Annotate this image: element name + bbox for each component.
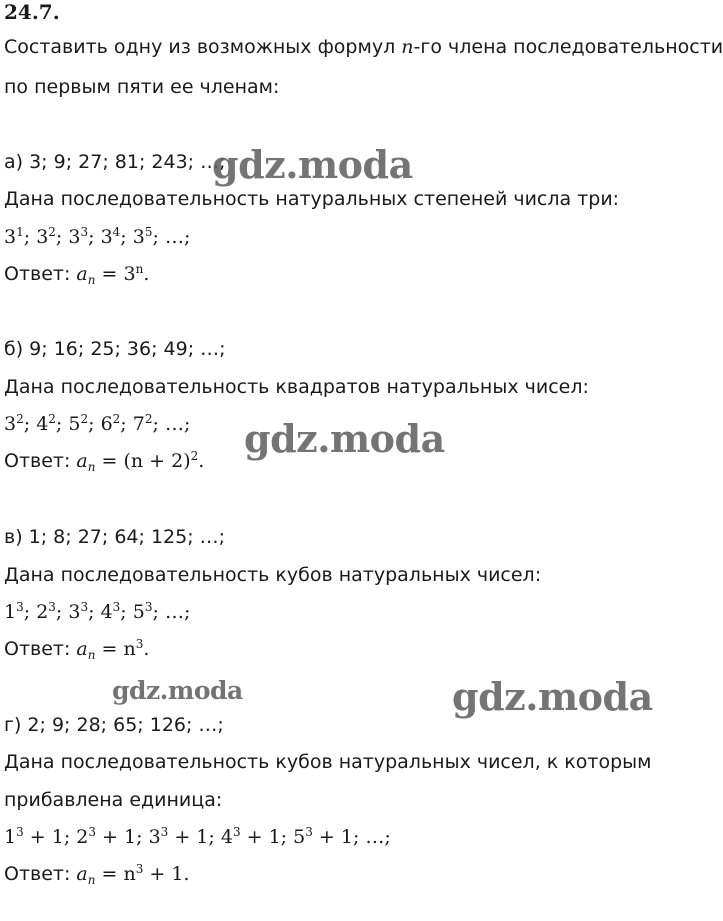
power-base: 1 (4, 601, 17, 623)
power-exponent: 2 (80, 411, 89, 426)
separator: ; (120, 226, 133, 248)
separator: ; (152, 226, 165, 248)
part-a-description: Дана последовательность натуральных степеней числа три: (4, 188, 620, 210)
power-base: 5 (68, 413, 81, 435)
part-d-answer (4, 861, 190, 888)
power-base: 3 (132, 226, 145, 248)
power-base: 3 (100, 226, 113, 248)
task-prompt-line-2: по первым пяти ее членам: (4, 76, 280, 98)
separator: ; (88, 226, 101, 248)
power-base: 3 (4, 413, 17, 435)
answer-tail: . (143, 263, 150, 285)
part-b-powers (4, 411, 191, 435)
power-base: 4 (36, 413, 49, 435)
part-b-description: Дана последовательность квадратов натуральных чисел: (4, 376, 589, 398)
power-exponent: 1 (16, 224, 24, 239)
power-exponent: 3 (16, 599, 24, 614)
power-exponent: 3 (112, 599, 121, 614)
prompt-text-tail: -го члена последовательности (413, 36, 723, 58)
power-exponent: 3 (16, 824, 24, 839)
power-base: 3 (4, 226, 17, 248)
answer-subscript: n (87, 460, 96, 475)
power-base: 5 (132, 601, 145, 623)
power-base: 3 (36, 226, 49, 248)
power-tail: + 1 (168, 826, 209, 848)
separator: ; (88, 413, 101, 435)
answer-label: Ответ: (4, 638, 77, 660)
part-b-sequence: б) 9; 16; 25; 36; 49; …; (4, 338, 226, 360)
part-c-powers (4, 599, 191, 623)
power-base: 3 (68, 226, 81, 248)
power-exponent: 3 (80, 224, 89, 239)
prompt-text: Составить одну из возможных формул (4, 36, 402, 58)
answer-superscript: 3 (135, 636, 144, 651)
power-exponent: 2 (48, 411, 56, 426)
power-base: 6 (100, 413, 113, 435)
task-prompt-line-1 (4, 38, 723, 57)
separator: ; (280, 826, 294, 848)
separator: ; (152, 601, 165, 623)
power-base: 3 (68, 601, 81, 623)
power-exponent: 3 (232, 824, 241, 839)
separator: ; (88, 601, 101, 623)
ellipsis: …; (164, 601, 191, 623)
watermark-4: gdz.moda (452, 674, 653, 719)
power-tail: + 1 (240, 826, 281, 848)
answer-variable: a (76, 638, 88, 660)
answer-subscript: n (87, 273, 96, 288)
part-d-description-line-2: прибавлена единица: (4, 789, 223, 811)
ellipsis: …; (164, 226, 191, 248)
power-base: 2 (36, 601, 49, 623)
power-tail: + 1 (23, 826, 64, 848)
part-a-sequence: а) 3; 9; 27; 81; 243; …; (4, 151, 226, 173)
separator: ; (55, 226, 69, 248)
power-exponent: 3 (144, 599, 153, 614)
separator: ; (55, 413, 69, 435)
power-exponent: 2 (112, 411, 121, 426)
power-exponent: 4 (112, 224, 121, 239)
answer-subscript: n (87, 873, 96, 888)
power-base: 1 (4, 826, 17, 848)
answer-tail: . (198, 450, 205, 472)
power-exponent: 2 (16, 411, 24, 426)
separator: ; (23, 413, 37, 435)
part-c-answer (4, 636, 150, 663)
ellipsis: …; (365, 826, 391, 848)
power-exponent: 3 (88, 824, 97, 839)
part-c-sequence: в) 1; 8; 27; 64; 125; …; (4, 526, 226, 548)
answer-label: Ответ: (4, 450, 77, 472)
separator: ; (120, 601, 133, 623)
part-d-sequence: г) 2; 9; 28; 65; 126; …; (4, 714, 224, 736)
part-c-description: Дана последовательность кубов натуральных чисел: (4, 564, 542, 586)
power-base: 2 (76, 826, 89, 848)
power-tail: + 1 (312, 826, 353, 848)
separator: ; (152, 413, 165, 435)
answer-expression: = (n + 2) (95, 450, 191, 472)
power-exponent: 3 (48, 599, 56, 614)
power-exponent: 2 (48, 224, 56, 239)
power-base: 4 (100, 601, 113, 623)
watermark-1: gdz.moda (212, 142, 413, 187)
watermark-2: gdz.moda (244, 416, 445, 461)
ellipsis: …; (164, 413, 191, 435)
power-exponent: 2 (144, 411, 153, 426)
part-b-answer (4, 448, 205, 475)
power-tail: + 1 (96, 826, 137, 848)
power-base: 5 (293, 826, 306, 848)
power-base: 3 (148, 826, 161, 848)
separator: ; (23, 601, 37, 623)
prompt-variable: n (401, 36, 414, 58)
answer-expression: = 3 (95, 263, 136, 285)
separator: ; (352, 826, 366, 848)
power-base: 7 (132, 413, 145, 435)
separator: ; (208, 826, 221, 848)
power-exponent: 3 (160, 824, 169, 839)
answer-superscript: 3 (135, 861, 144, 876)
answer-label: Ответ: (4, 863, 77, 885)
answer-expression: = n (95, 638, 136, 660)
watermark-3: gdz.moda (112, 676, 243, 705)
part-d-powers (4, 824, 391, 848)
answer-variable: a (76, 263, 88, 285)
power-base: 4 (220, 826, 233, 848)
power-exponent: 3 (305, 824, 313, 839)
answer-superscript: 2 (190, 448, 199, 463)
answer-label: Ответ: (4, 263, 77, 285)
part-a-answer (4, 261, 150, 288)
answer-superscript: n (135, 261, 144, 276)
answer-tail: + 1. (143, 863, 190, 885)
answer-variable: a (76, 450, 88, 472)
answer-tail: . (143, 638, 150, 660)
answer-subscript: n (87, 648, 96, 663)
answer-expression: = n (95, 863, 136, 885)
separator: ; (63, 826, 77, 848)
separator: ; (23, 226, 37, 248)
separator: ; (136, 826, 149, 848)
task-number: 24.7. (4, 0, 60, 24)
power-exponent: 3 (80, 599, 89, 614)
separator: ; (120, 413, 133, 435)
power-exponent: 5 (144, 224, 153, 239)
separator: ; (55, 601, 69, 623)
answer-variable: a (76, 863, 88, 885)
part-d-description-line-1: Дана последовательность кубов натуральных чисел, к которым (4, 751, 652, 773)
part-a-powers (4, 224, 191, 248)
